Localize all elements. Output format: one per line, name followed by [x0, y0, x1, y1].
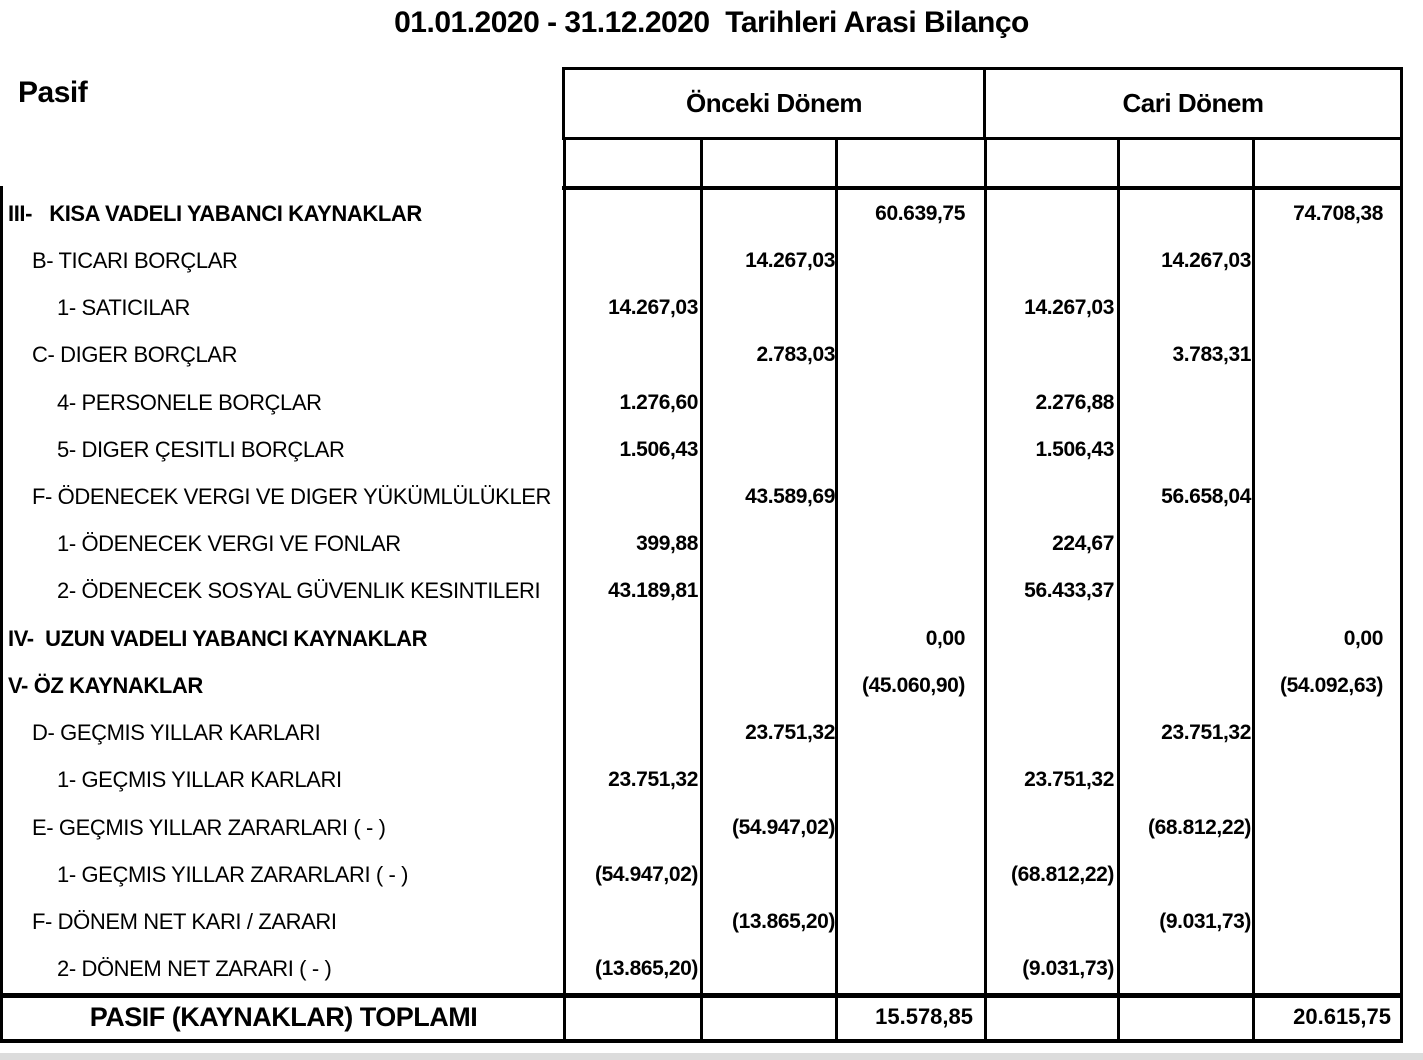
- table-row: [2, 804, 1403, 851]
- table-row: [2, 521, 1403, 568]
- cell-empty: [985, 998, 1118, 1036]
- column-header-previous-period: Önceki Dönem: [562, 67, 986, 140]
- cell-empty: [985, 804, 1118, 851]
- cell-empty: [837, 379, 985, 426]
- cell-empty: [1253, 757, 1403, 804]
- cell-value: 224,67: [1052, 532, 1114, 556]
- cell-value: 14.267,03: [608, 296, 698, 320]
- cell-empty: [837, 804, 985, 851]
- cell-empty: [565, 237, 702, 284]
- table-row: [2, 379, 1403, 426]
- total-row-label: PASIF (KAYNAKLAR) TOPLAMI: [89, 1001, 478, 1032]
- cell-value: (68.812,22): [1147, 815, 1251, 839]
- table-row: [2, 473, 1403, 520]
- cell-empty: [985, 332, 1118, 379]
- table-row: [2, 710, 1403, 757]
- cell-empty: [702, 426, 837, 473]
- row-label: F- ÖDENECEK VERGI VE DIGER YÜKÜMLÜLÜKLER: [32, 484, 552, 509]
- cell-empty: [1118, 426, 1253, 473]
- table-body: [2, 190, 1403, 993]
- row-label: 1- GEÇMIS YILLAR ZARARLARI ( - ): [57, 861, 409, 887]
- cell-empty: [565, 662, 702, 709]
- cell-empty: [702, 757, 837, 804]
- cell-empty: [565, 615, 702, 662]
- cell-value: 1.276,60: [619, 390, 698, 414]
- table-row: [2, 190, 1403, 237]
- cell-value: 43.189,81: [608, 579, 698, 603]
- cell-value: 2.783,03: [756, 343, 835, 367]
- cell-value: (54.947,02): [594, 862, 698, 886]
- cell-value: (9.031,73): [1022, 957, 1114, 981]
- cell-empty: [565, 332, 702, 379]
- cell-value: 1.506,43: [619, 437, 698, 461]
- table-row: [2, 946, 1403, 993]
- cell-empty: [1118, 946, 1253, 993]
- row-label: F- DÖNEM NET KARI / ZARARI: [32, 909, 337, 935]
- cell-empty: [1253, 851, 1403, 898]
- table-row: [2, 426, 1403, 473]
- cell-empty: [565, 899, 702, 946]
- cell-value: 56.433,37: [1024, 579, 1114, 603]
- cell-empty: [837, 757, 985, 804]
- cell-empty: [1253, 332, 1403, 379]
- cell-value: 0,00: [925, 626, 965, 650]
- cell-empty: [1253, 946, 1403, 993]
- total-row: [2, 998, 1403, 1036]
- cell-empty: [985, 473, 1118, 520]
- cell-empty: [702, 662, 837, 709]
- cell-empty: [1253, 804, 1403, 851]
- cell-empty: [1253, 379, 1403, 426]
- row-label: 5- DIGER ÇESITLI BORÇLAR: [57, 436, 345, 462]
- cell-value: 60.639,75: [875, 201, 965, 225]
- cell-value: 14.267,03: [745, 248, 835, 272]
- cell-value: 2.276,88: [1035, 390, 1114, 414]
- row-label: IV- UZUN VADELI YABANCI KAYNAKLAR: [8, 625, 428, 651]
- page-edge-strip: [0, 1053, 1423, 1060]
- cell-value: (54.092,63): [1279, 673, 1383, 697]
- cell-empty: [1253, 710, 1403, 757]
- cell-empty: [1118, 190, 1253, 237]
- table-row: [2, 757, 1403, 804]
- cell-value: (68.812,22): [1010, 862, 1114, 886]
- cell-empty: [837, 332, 985, 379]
- column-header-current-period: Cari Dönem: [983, 67, 1403, 140]
- cell-value: 14.267,03: [1024, 296, 1114, 320]
- page-title: 01.01.2020 - 31.12.2020 Tarihleri Arasi Bilanço: [394, 6, 1029, 39]
- cell-value: 23.751,32: [608, 768, 698, 792]
- cell-empty: [837, 237, 985, 284]
- row-label: 1- GEÇMIS YILLAR KARLARI: [57, 767, 342, 793]
- table-row: [2, 899, 1403, 946]
- cell-empty: [702, 615, 837, 662]
- row-label: E- GEÇMIS YILLAR ZARARLARI ( - ): [32, 814, 386, 840]
- cell-empty: [837, 946, 985, 993]
- cell-empty: [1253, 568, 1403, 615]
- cell-value: 1.506,43: [1035, 437, 1114, 461]
- cell-empty: [702, 568, 837, 615]
- cell-value: 43.589,69: [745, 485, 835, 508]
- cell-empty: [985, 615, 1118, 662]
- cell-empty: [985, 237, 1118, 284]
- cell-empty: [1118, 851, 1253, 898]
- cell-empty: [1253, 899, 1403, 946]
- cell-value: (54.947,02): [731, 815, 835, 839]
- cell-empty: [702, 998, 837, 1036]
- cell-empty: [837, 284, 985, 331]
- cell-empty: [985, 662, 1118, 709]
- cell-empty: [985, 899, 1118, 946]
- row-label: C- DIGER BORÇLAR: [32, 342, 238, 368]
- cell-empty: [1118, 379, 1253, 426]
- cell-value: (13.865,20): [731, 910, 835, 934]
- cell-value: 0,00: [1343, 626, 1383, 650]
- cell-empty: [1253, 426, 1403, 473]
- row-label: 4- PERSONELE BORÇLAR: [57, 389, 322, 415]
- cell-empty: [837, 710, 985, 757]
- cell-value: 3.783,31: [1172, 343, 1251, 367]
- cell-empty: [702, 190, 837, 237]
- cell-empty: [565, 190, 702, 237]
- table-row: [2, 237, 1403, 284]
- cell-empty: [837, 426, 985, 473]
- cell-empty: [837, 521, 985, 568]
- cell-empty: [702, 379, 837, 426]
- row-label: 2- ÖDENECEK SOSYAL GÜVENLIK KESINTILERI: [57, 578, 541, 604]
- table-row: [2, 615, 1403, 662]
- cell-empty: [702, 946, 837, 993]
- cell-value: (13.865,20): [594, 957, 698, 981]
- cell-empty: [1118, 615, 1253, 662]
- cell-empty: [837, 851, 985, 898]
- cell-empty: [1118, 757, 1253, 804]
- cell-empty: [565, 998, 702, 1036]
- row-label: 2- DÖNEM NET ZARARI ( - ): [57, 956, 332, 982]
- cell-empty: [837, 568, 985, 615]
- cell-empty: [1118, 998, 1253, 1036]
- cell-empty: [702, 521, 837, 568]
- cell-value: 23.751,32: [1161, 721, 1251, 745]
- cell-value: (45.060,90): [861, 673, 965, 697]
- cell-empty: [985, 190, 1118, 237]
- cell-empty: [1253, 473, 1403, 520]
- cell-empty: [1118, 568, 1253, 615]
- table-row: [2, 568, 1403, 615]
- cell-empty: [1118, 284, 1253, 331]
- row-label: D- GEÇMIS YILLAR KARLARI: [32, 720, 321, 746]
- cell-value: 56.658,04: [1161, 485, 1251, 508]
- cell-empty: [565, 473, 702, 520]
- row-label: III- KISA VADELI YABANCI KAYNAKLAR: [8, 200, 422, 226]
- cell-value: (9.031,73): [1159, 910, 1251, 934]
- cell-empty: [1253, 521, 1403, 568]
- row-label: 1- SATICILAR: [57, 295, 190, 321]
- cell-empty: [1118, 521, 1253, 568]
- total-previous-value: 15.578,85: [875, 1004, 973, 1029]
- cell-empty: [565, 804, 702, 851]
- cell-empty: [837, 473, 985, 520]
- cell-empty: [702, 851, 837, 898]
- cell-value: 23.751,32: [1024, 768, 1114, 792]
- cell-empty: [985, 710, 1118, 757]
- row-label: 1- ÖDENECEK VERGI VE FONLAR: [57, 531, 401, 557]
- cell-value: 399,88: [636, 532, 698, 556]
- cell-empty: [565, 710, 702, 757]
- cell-empty: [1253, 284, 1403, 331]
- table-row: [2, 332, 1403, 379]
- cell-empty: [837, 899, 985, 946]
- section-title-pasif: Pasif: [18, 76, 88, 109]
- cell-empty: [702, 284, 837, 331]
- cell-value: 23.751,32: [745, 721, 835, 745]
- row-label: V- ÖZ KAYNAKLAR: [8, 672, 203, 698]
- cell-empty: [1253, 237, 1403, 284]
- table-row: [2, 284, 1403, 331]
- table-row: [2, 662, 1403, 709]
- cell-empty: [1118, 662, 1253, 709]
- cell-value: 14.267,03: [1161, 248, 1251, 272]
- table-row: [2, 851, 1403, 898]
- cell-value: 74.708,38: [1293, 201, 1383, 225]
- total-current-value: 20.615,75: [1293, 1004, 1391, 1029]
- row-label: B- TICARI BORÇLAR: [32, 247, 238, 273]
- table-border-bottom: [0, 1039, 1403, 1043]
